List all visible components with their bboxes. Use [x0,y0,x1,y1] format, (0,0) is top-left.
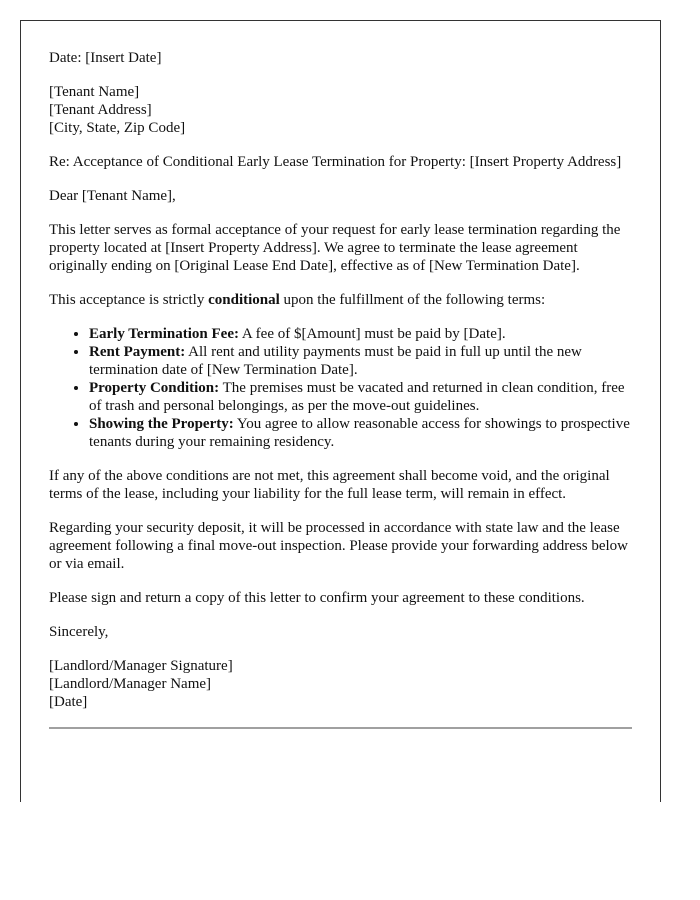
closing: Sincerely, [49,624,109,640]
conditional-text-end: upon the fulfillment of the following terms: [279,292,546,308]
term-label: Rent Payment: [89,344,186,360]
manager-name: [Landlord/Manager Name] [49,676,212,692]
term-text: A fee of $[Amount] must be paid by [Date]. [239,326,506,342]
instruction-paragraph: Please sign and return a copy of this letter to confirm your agreement to these conditions. [49,590,585,606]
signature-line: [Landlord/Manager Signature] [49,658,233,674]
term-label: Property Condition: [89,380,220,396]
tenant-address: [Tenant Address] [49,102,152,118]
recipient-block [49,83,632,137]
terms-list [49,325,632,451]
term-label: Early Termination Fee: [89,326,239,342]
conditional-text: This acceptance is strictly [49,292,209,308]
tenant-name: [Tenant Name] [49,84,140,100]
term-item [89,415,632,451]
deposit-paragraph: Regarding your security deposit, it will be processed in accordance with state law and the lease agreement following a final move-out inspection. Please provide your forwarding address below or via email. [49,520,629,572]
term-item [89,343,632,379]
conditional-bold: conditional [208,292,280,308]
conditional-paragraph [49,291,632,309]
signature-block [49,657,632,711]
term-text: You agree to allow reasonable access for showings to prospective tenants during your remaining residency. [89,416,630,450]
term-text: All rent and utility payments must be paid in full up until the new termination date of [New Termination Date]. [89,344,582,378]
term-item [89,325,632,343]
intro-paragraph: This letter serves as formal acceptance of your request for early lease termination regarding the property located at [Insert Property Address]. We agree to terminate the lease agreement originally ending on [Original Lease End Date], effective as of [New Termination Date]. [49,222,621,274]
tenant-city: [City, State, Zip Code] [49,120,186,136]
salutation: Dear [Tenant Name], [49,188,176,204]
term-text: The premises must be vacated and returned in clean condition, free of trash and personal belongings, as per the move-out guidelines. [89,380,625,414]
subject-line: Re: Acceptance of Conditional Early Lease Termination for Property: [Insert Property Address] [49,154,622,170]
signature-date: [Date] [49,694,88,710]
date-line: Date: [Insert Date] [49,50,162,66]
letter-page [20,20,661,802]
void-clause: If any of the above conditions are not met, this agreement shall become void, and the original terms of the lease, including your liability for the full lease term, will remain in effect. [49,468,610,502]
term-item [89,379,632,415]
term-label: Showing the Property: [89,416,234,432]
divider [49,727,632,729]
